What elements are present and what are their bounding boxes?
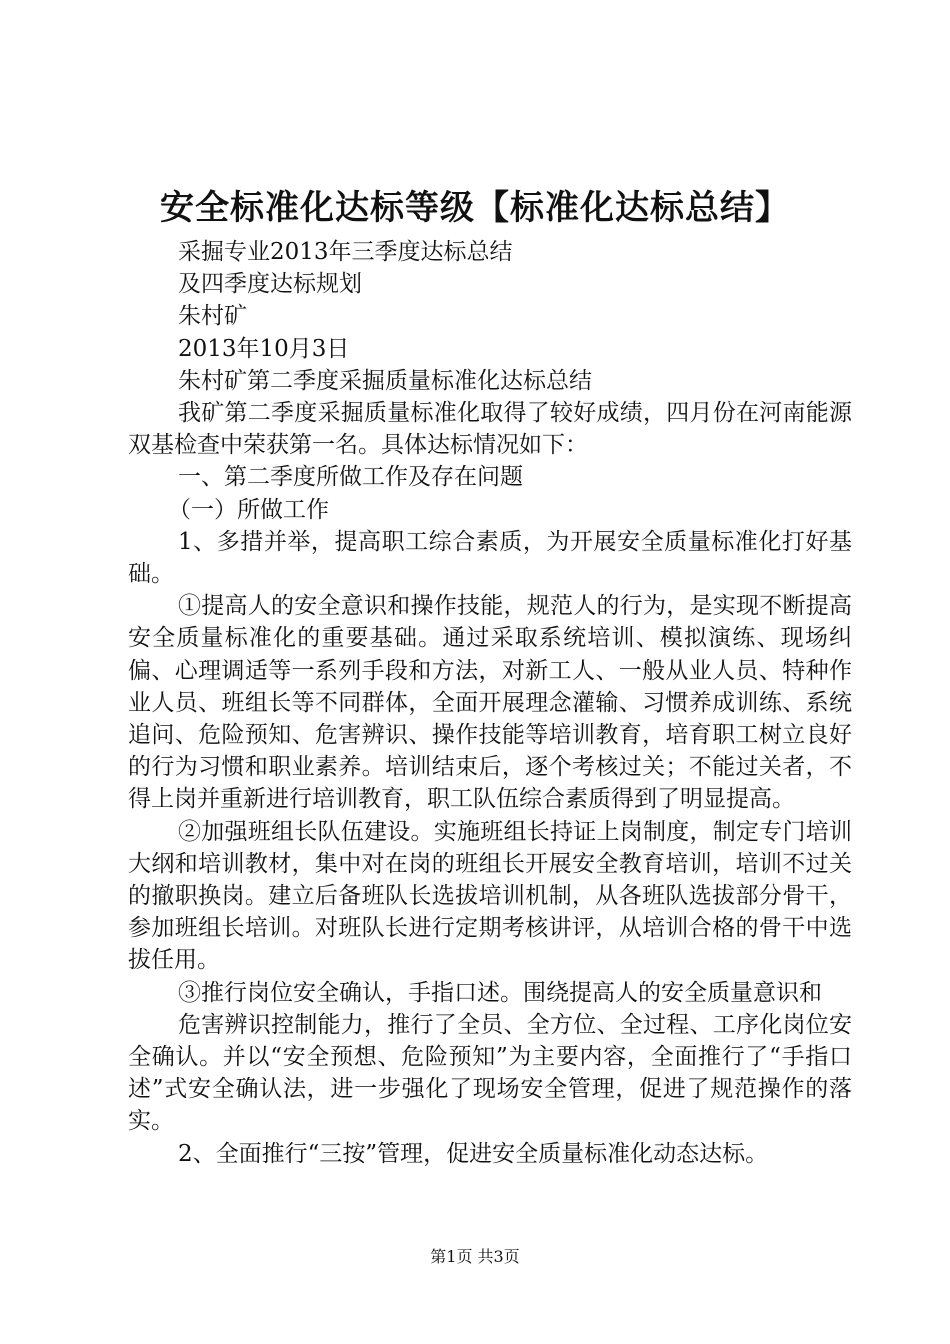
author-line: 朱村矿 (178, 303, 247, 330)
paragraph: 我矿第二季度采掘质量标准化取得了较好成绩，四月份在河南能源双基检查中荣获第一名。具体达标情况如下： (128, 400, 852, 459)
page-footer: 第1页 共3页 (430, 1247, 520, 1266)
paragraph: ②加强班组长队伍建设。实施班组长持证上岗制度，制定专门培训大纲和培训教材，集中对在岗的班组长开展安全教育培训，培训不过关的撤职换岗。建立后备班队长选拔培训机制，从各班队选拔部分骨干，参加班组长培训。对班队长进行定期考核讲评，从培训合格的骨干中选拔任用。 (128, 818, 852, 974)
paragraph: 2、全面推行“三按”管理，促进安全质量标准化动态达标。 (178, 1140, 769, 1167)
paragraph: ①提高人的安全意识和操作技能，规范人的行为，是实现不断提高安全质量标准化的重要基础。通过采取系统培训、模拟演练、现场纠偏、心理调适等一系列手段和方法，对新工人、一般从业人员、特种作业人员、班组长等不同群体，全面开展理念灌输、习惯养成训练、系统追问、危险预知、危害辨识、操作技能等培训教育，培育职工树立良好的行为习惯和职业素养。培训结束后，逐个考核过关；不能过关者，不得上岗并重新进行培训教育，职工队伍综合素质得到了明显提高。 (128, 593, 852, 813)
document-title: 安全标准化达标等级【标准化达标总结】 (160, 188, 790, 228)
section-heading: 一、第二季度所做工作及存在问题 (178, 464, 523, 491)
paragraph: 1、多措并举，提高职工综合素质，为开展安全质量标准化打好基础。 (128, 528, 852, 588)
document-body (128, 236, 852, 1170)
date-line: 2013年10月3日 (178, 335, 350, 362)
subtitle-line: 采掘专业2013年三季度达标总结 (178, 239, 513, 265)
section-heading: 朱村矿第二季度采掘质量标准化达标总结 (178, 367, 592, 394)
paragraph: 危害辨识控制能力，推行了全员、全方位、全过程、工序化岗位安全确认。并以“安全预想、危险预知”为主要内容，全面推行了“手指口述”式安全确认法，进一步强化了现场安全管理，促进了规范操作的落实。 (128, 1011, 852, 1135)
subtitle-line: 及四季度达标规划 (178, 271, 362, 298)
subsection-heading: （一）所做工作 (168, 496, 329, 523)
paragraph: ③推行岗位安全确认，手指口述。围绕提高人的安全质量意识和 (178, 979, 822, 1006)
